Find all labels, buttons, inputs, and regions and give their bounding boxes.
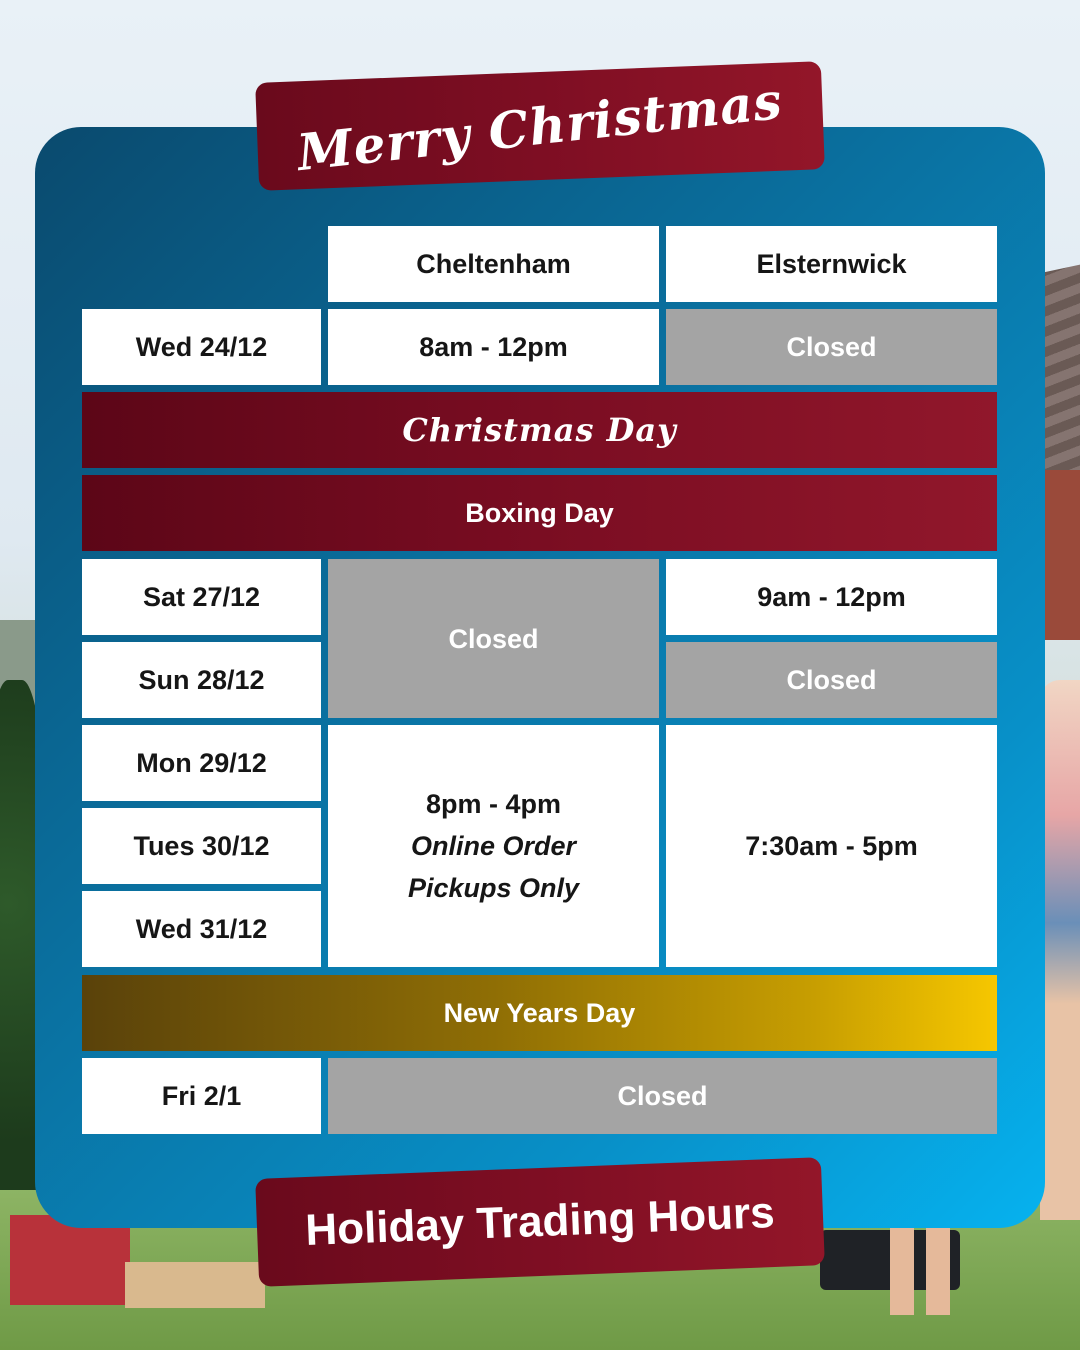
day-label: Fri 2/1	[82, 1058, 321, 1134]
hours-cell: 8am - 12pm	[328, 309, 659, 385]
day-label: Wed 31/12	[82, 891, 321, 967]
hours-cell-cheltenham-week	[328, 725, 659, 967]
person-legs	[890, 1225, 950, 1315]
new-years-day-band: New Years Day	[82, 975, 997, 1051]
day-label: Tues 30/12	[82, 808, 321, 884]
footer-ribbon	[255, 1157, 825, 1287]
boxing-day-band: Boxing Day	[82, 475, 997, 551]
closed-cell: Closed	[666, 309, 997, 385]
day-label: Sat 27/12	[82, 559, 321, 635]
holiday-trading-hours-title: Holiday Trading Hours	[304, 1188, 776, 1255]
header-ribbon	[255, 61, 825, 191]
person	[1040, 680, 1080, 1220]
brick-wall	[1040, 470, 1080, 640]
gift-box	[10, 1215, 130, 1305]
closed-cell: Closed	[666, 642, 997, 718]
online-order-note: Online Order	[410, 831, 577, 861]
christmas-day-band	[82, 392, 997, 468]
hours-cell-elsternwick-week: 7:30am - 5pm	[666, 725, 997, 967]
column-header-cheltenham: Cheltenham	[328, 226, 659, 302]
gift-box	[125, 1262, 265, 1308]
closed-cell: Closed	[328, 559, 659, 718]
closed-cell: Closed	[328, 1058, 997, 1134]
pickups-only-note: Pickups Only	[407, 873, 580, 903]
day-label: Wed 24/12	[82, 309, 321, 385]
hours-cell: 9am - 12pm	[666, 559, 997, 635]
column-header-elsternwick: Elsternwick	[666, 226, 997, 302]
merry-christmas-title: Merry Christmas	[294, 70, 786, 182]
christmas-day-label: Christmas Day	[402, 411, 677, 449]
hours-text: 8pm - 4pm	[425, 789, 562, 819]
day-label: Sun 28/12	[82, 642, 321, 718]
day-label: Mon 29/12	[82, 725, 321, 801]
